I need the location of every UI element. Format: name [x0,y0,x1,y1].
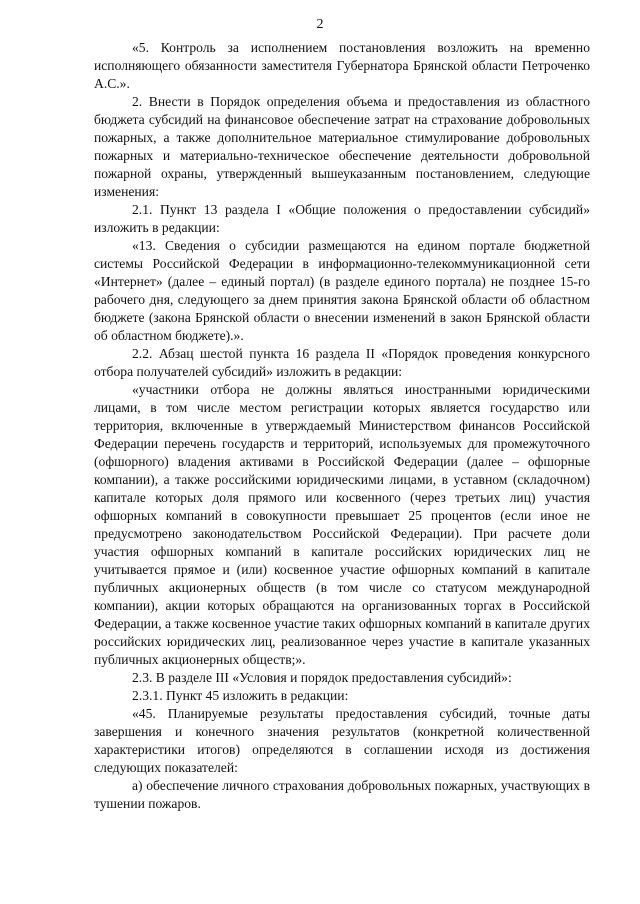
paragraph-amendments-intro: 2. Внести в Порядок определения объема и предоставления из областного бюджета субсидий на финансовое обеспечение затрат на страхование добровольных пожарных, а также дополнительное материальное стимулирование добровольных пожарных и материально-техническое обеспечение деятельности добровольной пожарной охраны, утвержденный вышеуказанным постановлением, следующие изменения: [94,94,590,199]
page-number: 2 [316,17,324,32]
paragraph-indicator-a: а) обеспечение личного страхования добровольных пожарных, участвующих в тушении пожаров. [94,778,590,811]
document-body [94,39,590,813]
paragraph-item-2-2: 2.2. Абзац шестой пункта 16 раздела II «Порядок проведения конкурсного отбора получателей субсидий» изложить в редакции: [94,346,590,379]
paragraph-item-2-3-1: 2.3.1. Пункт 45 изложить в редакции: [132,688,349,703]
paragraph-item-2-3: 2.3. В разделе III «Условия и порядок предоставления субсидий»: [132,670,512,685]
paragraph-control-clause: «5. Контроль за исполнением постановления возложить на временно исполняющего обязанности заместителя Губернатора Брянской области Петроченко А.С.». [94,40,590,91]
paragraph-point-13: «13. Сведения о субсидии размещаются на едином портале бюджетной системы Российской Федерации в информационно-телекоммуникационной сети «Интернет» (далее – единый портал) (в разделе единого портала) не позднее 15-го рабочего дня, следующего за днем принятия закона Брянской области об областном бюджете (закона Брянской области о внесении изменений в закон Брянской области об областном бюджете).». [94,238,590,343]
paragraph-point-45: «45. Планируемые результаты предоставления субсидий, точные даты завершения и конечного значения результатов (конкретной количественной характеристики итогов) определяются в соглашении исходя из достижения следующих показателей: [94,706,590,775]
paragraph-offshore-clause: «участники отбора не должны являться иностранными юридическими лицами, в том числе местом регистрации которых является государство или территория, включенные в утверждаемый Министерством финансов Российской Федерации перечень государств и территорий, используемых для промежуточного (офшорного) владения активами в Российской Федерации (далее – офшорные компании), а также российскими юридическими лицами, в уставном (складочном) капитале которых доля прямого или косвенного (через третьих лиц) участия офшорных компаний в совокупности превышает 25 процентов (если иное не предусмотрено законодательством Российской Федерации). При расчете доли участия офшорных компаний в капитале российских юридических лиц не учитывается прямое и (или) косвенное участие офшорных компаний в капитале публичных акционерных обществ (в том числе со статусом международной компании), акции которых обращаются на организованных торгах в Российской Федерации, а также косвенное участие таких офшорных компаний в капитале других российских юридических лиц, реализованное через участие в капитале указанных публичных акционерных обществ;». [94,382,590,667]
paragraph-item-2-1: 2.1. Пункт 13 раздела I «Общие положения о предоставлении субсидий» изложить в редакции: [94,202,590,235]
